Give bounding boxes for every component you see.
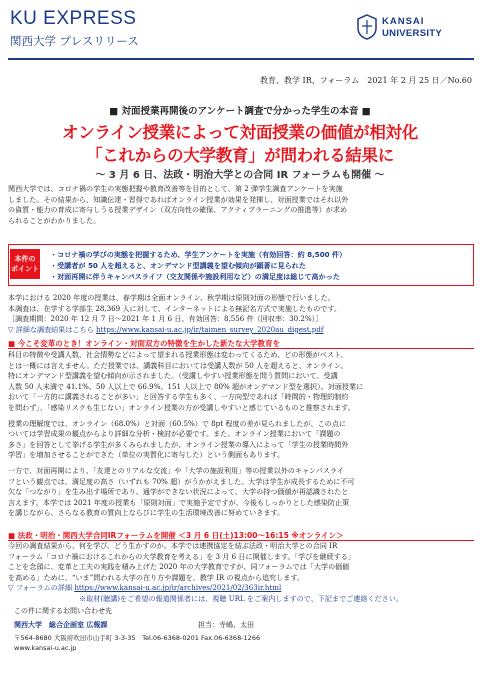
contact-web[interactable]: www.kansai-u.ac.jp — [14, 644, 77, 652]
survey-line: 本調査は、在学する学部生 28,369 人に対して、インターネットによる無記名方式で実施したものです。 — [8, 303, 342, 313]
headline-line-1: オンライン授業によって対面授業の価値が相対化 — [62, 123, 418, 142]
survey-link-label: ▽ 詳細な調査結果はこちら — [8, 324, 94, 334]
key-points-label-text: 本件の ポイント — [11, 255, 39, 273]
brand-title: KU EXPRESS — [10, 8, 137, 29]
survey-link[interactable]: https://www.kansai-u.ac.jp/ir/taimen_survey_2020au_digest.pdf — [96, 324, 324, 334]
body-line: 学習」を増加させることができた（単位の実質化に寄与した）という側面もあります。 — [8, 450, 285, 460]
body-line: を高める」ために、“いま”問われる大学の在り方や課題を、教学 IR の視点から追究します。 — [8, 572, 304, 582]
forum-link[interactable]: https://www.kansai-u.ac.jp/ir/archives/2021/02/363ir.html — [74, 583, 282, 593]
release-meta: 教育、教学 IR、フォーラム 2021 年 2 月 25 日／No.60 — [260, 76, 472, 85]
section-1-body — [8, 350, 474, 519]
logo-line-2: UNIVERSITY — [382, 28, 443, 39]
body-line: とは一概には言えません。ただ授業では、講義科目においては受講人数が 50 人を超えると、オンライン、 — [8, 360, 348, 370]
press-note: ※取材(聴講)をご希望の報道関係者には、視聴 URL をご案内しますので、下記までご連絡ください。 — [79, 593, 403, 603]
point-item: ・受講者が 50 人を超えると、オンデマンド型講義を望む傾向が顕著に見られた — [50, 261, 306, 270]
section-2-title: ■ 法政・明治・関西大学合同IRフォーラムを開催 ＜3 月 6 日(土)13:00〜16:15 ※オンライン＞ — [8, 531, 344, 540]
intro-line: の資質・能力の育成に寄与しうる授業デザイン（双方向性の確保、アクティブラーニングの推進等）が求め — [8, 205, 348, 215]
body-line: フという観点では、満足度の高さ（いずれも 70% 超）がうかがえました。大学は学生が成長するために不可 — [8, 476, 355, 486]
headline-line-2: 「これからの大学教育」が問われる結果に — [86, 146, 394, 165]
contact-section — [8, 578, 474, 670]
body-line: 今回の調査結果から、何を学び、どう生かすのか。本学では連携協定を結ぶ法政・明治大学との合同 IR — [8, 541, 338, 550]
university-logo — [356, 14, 474, 52]
body-line: おいて「一方的に講義されることが多い」と回答する学生も多く、一方向型であれば「時間的・物理的制約 — [8, 392, 349, 402]
point-item: ・コロナ禍の学びの実態を把握するため、学生アンケートを実施（有効回答：約 8,500 件） — [50, 250, 347, 259]
body-line: 授業の理解度では、オンライン（68.0%）と対面（60.5%）で 8pt 程度の差が見られましたが、この点に — [8, 418, 346, 428]
section-1-title: ■ 今こそ変革のとき！オンライン・対面双方の特徴を生かした新たな大学教育を — [8, 339, 280, 348]
body-line: 科目の特徴や受講人数、社会情勢などによって望まれる授業形態は変わってくるため、どの形態がベスト、 — [8, 350, 348, 359]
survey-paragraph — [8, 293, 474, 335]
body-line: 特にオンデマンド型講義を望む傾向が示されました。（受講しやすい授業形態を問う質問において、受講 — [8, 371, 338, 381]
header-divider — [8, 58, 474, 60]
logo-line-1: KANSAI — [382, 16, 425, 27]
brand-subtitle: 関西大学 プレスリリース — [10, 34, 139, 48]
intro-line: 関西大学では、コロナ禍の学生の実態把握や教育改善等を目的として、第 2 弾学生調査アンケートを実施 — [8, 184, 343, 193]
body-line: ついては学習成果の観点からより詳細な分析・検討が必要です。また、オンライン授業において「課題の — [8, 429, 341, 439]
section-1-rule — [8, 348, 474, 349]
body-line: を講じながら、さらなる教育の質向上ならびに学生の生活環境改善に努めていきます。 — [8, 508, 285, 518]
intro-paragraph — [8, 184, 474, 226]
contact-heading: この件に関するお問い合わせ先 — [14, 607, 112, 615]
contact-org: 関西大学 総合企画室 広報課 — [14, 621, 108, 629]
body-line: フォーラム「コロナ禍におけるこれからの大学教育を考える」を 3 月 6 日に開催します。「学びを継続する」 — [8, 551, 355, 561]
survey-line: ［調査期間：2020 年 12 月 7 日〜2021 年 1 月 6 日、有効回答：8,556 件（回収率：30.2%）］ — [8, 314, 323, 324]
body-line: 欠な「つながり」を生み出す場所であり、通学ができない状況によって、大学の持つ価値が再認識されたと — [8, 487, 349, 497]
survey-line: 本学における 2020 年度の授業は、春学期は全面オンライン、秋学期は原則対面の形態で行いました。 — [8, 293, 335, 302]
body-line: 一方で、対面再開により、「友達とのリアルな交流」や「大学の施設利用」等の授業以外のキャンパスライ — [8, 465, 344, 475]
subheading: ■ 対面授業再開後のアンケート調査で分かった学生の本音 ■ — [109, 106, 371, 117]
intro-line: しました。その結果から、知識伝達・習得であればオンライン授業が効果を発揮し、対面授業ではそれ以外 — [8, 194, 349, 204]
body-line: 多さ」を回答として挙げる学生が多くみられましたが、オンライン授業の導入によって「学生の授業時間外 — [8, 439, 349, 449]
emblem-icon — [356, 14, 378, 40]
body-line: 言えます。本学では 2021 年度の授業も「原則対面」で実施予定ですが、今後もしっかりとした感染防止策 — [8, 497, 350, 507]
survey-link-row — [8, 325, 474, 336]
key-points-label — [10, 249, 40, 279]
body-line: 人数 50 人未満で 41.1%、50 人以上で 66.9%、151 人以上で 80% 超がオンデマンド型を選択）。対面授業に — [8, 381, 364, 391]
body-line: を問わず」、「感染リスクも生じない」オンライン授業の方が受講しやすいと感じているものと推察されます。 — [8, 402, 355, 412]
headline-subtitle: ～ 3 月 6 日、法政・明治大学との合同 IR フォーラムも開催 ～ — [95, 170, 385, 181]
forum-link-label: ▽ フォーラムの詳細 — [8, 583, 73, 593]
contact-address: 〒564-8680 大阪府吹田市山手町 3-3-35 Tel.06-6368-0201 Fax.06-6368-1266 — [14, 634, 261, 642]
intro-line: られることがわかりました。 — [8, 215, 101, 225]
contact-person: 担当：寺嶋、太田 — [198, 621, 254, 629]
body-line: ことを念頭に、変革と工夫の実践を積み上げた 2020 年の大学教育ですが、同フォーラムでは「大学の価値 — [8, 562, 350, 572]
point-item: ・対面再開に伴うキャンパスライフ（交友関係や施設利用など）の満足度は総じて高かった — [50, 272, 340, 281]
